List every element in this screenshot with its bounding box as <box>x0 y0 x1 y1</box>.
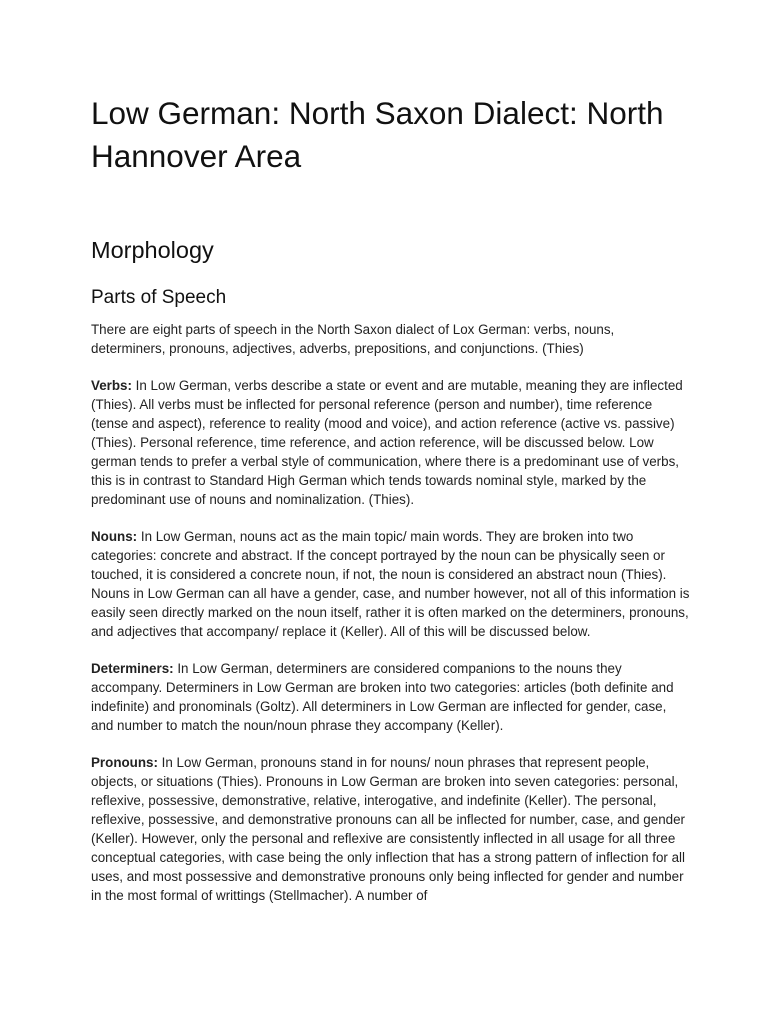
paragraph-verbs <box>91 376 691 509</box>
paragraph-pronouns-text: In Low German, pronouns stand in for nouns/ noun phrases that represent people, objects, or situations (Thies). Pronouns in Low German are broken into seven categories: personal, reflexive, possessive, demonstrative, relative, interogative, and indefinite (Keller). The personal, reflexive, possessive, and demonstrative pronouns can all be inflected for number, case, and gender (Keller). However, only the personal and reflexive are consistently inflected in all usage for all three conceptual categories, with case being the only inflection that has a strong pattern of inflection for all uses, and most possessive and demonstrative pronouns only being inflected for gender and number in the most formal of writtings (Stellmacher). A number of <box>91 755 686 903</box>
paragraph-determiners <box>91 659 691 735</box>
paragraph-verbs-text: In Low German, verbs describe a state or event and are mutable, meaning they are inflected (Thies). All verbs must be inflected for personal reference (person and number), time reference (tense and aspect), reference to reality (mood and voice), and action reference (active vs. passive) (Thies). Personal reference, time reference, and action reference, will be discussed below. Low german tends to prefer a verbal style of communication, where there is a predominant use of verbs, this is in contrast to Standard High German which tends towards nominal style, marked by the predominant use of nouns and nominalization. (Thies). <box>91 378 683 507</box>
subsection-heading-parts-of-speech: Parts of Speech <box>91 287 227 308</box>
term-nouns: Nouns: <box>91 529 138 544</box>
paragraph-nouns <box>91 527 691 641</box>
paragraph-determiners-text: In Low German, determiners are considered companions to the nouns they accompany. Determiners in Low German are broken into two categories: articles (both definite and indefinite) and pronominals (Goltz). All determiners in Low German are inflected for gender, case, and number to match the noun/noun phrase they accompany (Keller). <box>91 661 674 733</box>
document-page <box>91 92 691 905</box>
term-determiners: Determiners: <box>91 661 174 676</box>
intro-paragraph: There are eight parts of speech in the North Saxon dialect of Lox German: verbs, nouns, determiners, pronouns, adjectives, adverbs, prepositions, and conjunctions. (Thies) <box>91 322 615 356</box>
document-title: Low German: North Saxon Dialect: North Hannover Area <box>91 95 664 174</box>
term-verbs: Verbs: <box>91 378 132 393</box>
paragraph-nouns-text: In Low German, nouns act as the main topic/ main words. They are broken into two categories: concrete and abstract. If the concept portrayed by the noun can be physically seen or touched, it is considered a concrete noun, if not, the noun is considered an abstract noun (Thies). Nouns in Low German can all have a gender, case, and number however, not all of this information is easily seen directly marked on the noun itself, rather it is often marked on the determiners, pronouns, and adjectives that accompany/ replace it (Keller). All of this will be discussed below. <box>91 529 690 639</box>
section-heading-morphology: Morphology <box>91 237 214 263</box>
term-pronouns: Pronouns: <box>91 755 158 770</box>
paragraph-pronouns <box>91 753 691 905</box>
